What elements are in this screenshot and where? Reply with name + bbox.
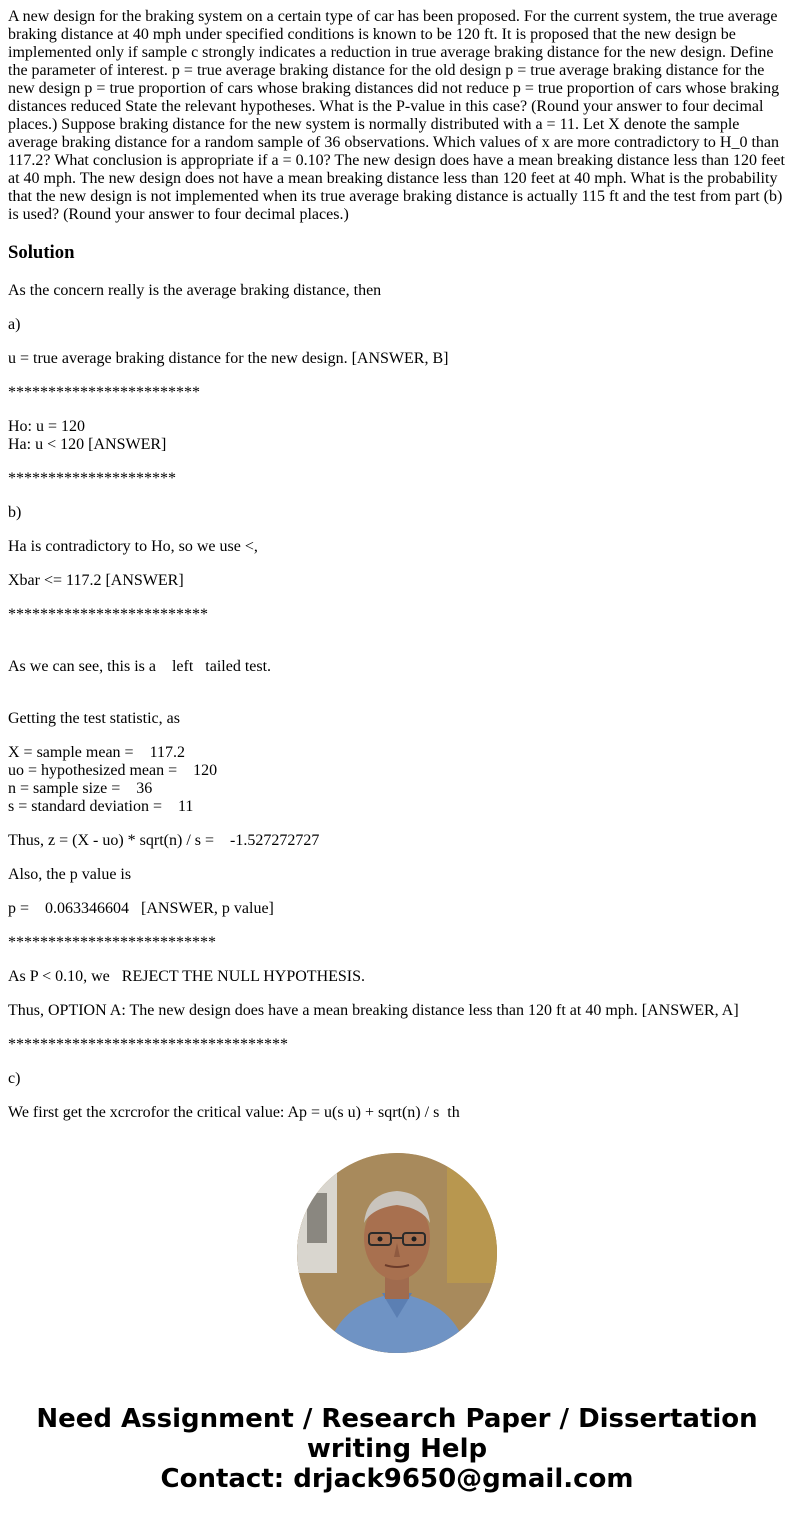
part-a-label: a) <box>8 316 21 333</box>
part-b-label: b) <box>8 504 22 521</box>
question-text: A new design for the braking system on a certain type of car has been proposed. For the current system, the true average braking distance at 40 mph under specified conditions is known to be 120 ft. It is proposed that the new design be implemented only if sample c strongly indicates a reduction in true average braking distance for the new design. Define the parameter of interest. p = true average braking distance for the old design p = true average braking distance for the new design p = true proportion of cars whose braking distances did not reduce p = true proportion of cars whose braking distances reduced State the relevant hypotheses. What is the P-value in this case? (Round your answer to four decimal places.) Suppose braking distance for the new system is normally distributed with a = 11. Let X denote the sample average braking distance for a random sample of 36 observations. Which values of x are more contradictory to H_0 than 117.2? What conclusion is appropriate if a = 0.10? The new design does have a mean breaking distance less than 120 feet at 40 mph. The new design does not have a mean breaking distance less than 120 feet at 40 mph. What is the probability that the new design is not implemented when its true average braking distance is actually 115 ft and the test from part (b) is used? (Round your answer to four decimal places.) <box>8 8 785 223</box>
separator: ********************* <box>8 470 176 487</box>
separator: ************************ <box>8 384 200 401</box>
pvalue-answer: p = 0.063346604 [ANSWER, p value] <box>8 900 274 917</box>
separator: ************************* <box>8 606 208 623</box>
std-dev-line: s = standard deviation = 11 <box>8 798 194 815</box>
hypotheses <box>8 418 786 454</box>
document-body <box>8 0 786 1124</box>
author-photo <box>297 1153 497 1353</box>
sample-size-line: n = sample size = 36 <box>8 780 153 797</box>
solution-intro: As the concern really is the average braking distance, then <box>8 282 382 299</box>
null-hypothesis: Ho: u = 120 <box>8 418 86 435</box>
solution-heading: Solution <box>8 242 75 263</box>
separator: ************************** <box>8 934 216 951</box>
part-c-label: c) <box>8 1070 21 1087</box>
sample-mean-line: X = sample mean = 117.2 <box>8 744 185 761</box>
alt-hypothesis: Ha: u < 120 [ANSWER] <box>8 436 167 453</box>
xbar-answer: Xbar <= 117.2 [ANSWER] <box>8 572 184 589</box>
footer-contact-line: Contact: drjack9650@gmail.com <box>160 1464 634 1494</box>
contradictory-text: Ha is contradictory to Ho, so we use <, <box>8 538 258 555</box>
separator: *********************************** <box>8 1036 288 1053</box>
contact-footer <box>0 1404 794 1494</box>
parameter-answer: u = true average braking distance for the new design. [ANSWER, B] <box>8 350 449 367</box>
portrait-image <box>297 1153 497 1353</box>
option-answer: Thus, OPTION A: The new design does have a mean breaking distance less than 120 ft at 40 mph. [ANSWER, A] <box>8 1002 739 1019</box>
part-c-text: We first get the xcrcrofor the critical value: Ap = u(s u) + sqrt(n) / s th <box>8 1104 460 1121</box>
footer-line-1: Need Assignment / Research Paper / Dissertation <box>36 1404 758 1434</box>
given-values <box>8 744 786 816</box>
getting-text: Getting the test statistic, as <box>8 710 180 727</box>
pvalue-intro: Also, the p value is <box>8 866 132 883</box>
hypothesized-mean-line: uo = hypothesized mean = 120 <box>8 762 218 779</box>
z-statistic: Thus, z = (X - uo) * sqrt(n) / s = -1.527272727 <box>8 832 320 849</box>
solution-body <box>8 282 786 1122</box>
footer-line-2: writing Help <box>306 1434 488 1464</box>
tail-text: As we can see, this is a left tailed test. <box>8 658 272 675</box>
reject-text: As P < 0.10, we REJECT THE NULL HYPOTHESIS. <box>8 968 366 985</box>
